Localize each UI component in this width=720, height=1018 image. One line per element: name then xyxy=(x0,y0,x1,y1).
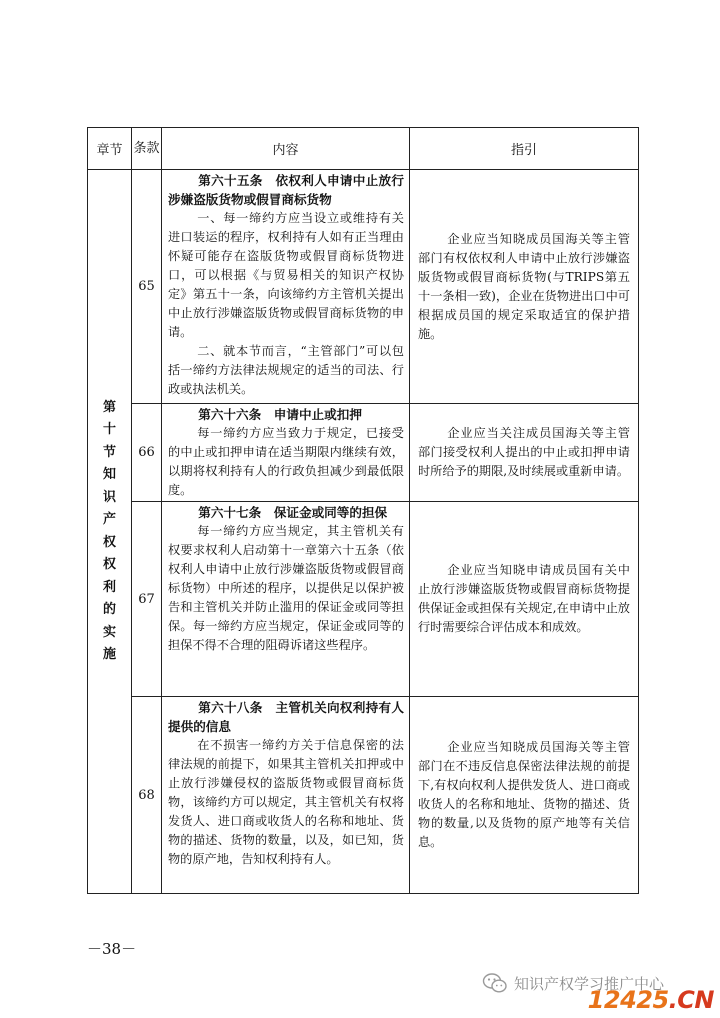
page-number: －38－ xyxy=(87,940,137,958)
article-paragraph: 二、就本节而言，“主管部门”可以包括一缔约方法律法规规定的适当的司法、行政或执法机关。 xyxy=(168,344,404,396)
article-content xyxy=(162,697,410,894)
article-paragraph: 每一缔约方应当致力于规定，已接受的中止或扣押申请在适当期限内继续有效，以期将权利持有人的行政负担减少到最低限度。 xyxy=(168,426,404,497)
article-title: 第六十六条 申请中止或扣押 xyxy=(198,407,362,422)
article-paragraph: 在不损害一缔约方关于信息保密的法律法规的前提下，如果其主管机关扣押或中止放行涉嫌侵权的盗版货物或假冒商标货物，该缔约方可以规定，其主管机关有权将发货人、进口商或收货人的名称和地址、货物的描述、货物的数量，以及，如已知，货物的原产地，告知权利持有人。 xyxy=(168,738,404,866)
article-title: 第六十五条 依权利人申请中止放行涉嫌盗版货物或假冒商标货物 xyxy=(168,173,404,207)
watermark-text: 知识产权学习推广中心 xyxy=(514,974,665,993)
article-paragraph: 每一缔约方应当规定，其主管机关有权要求权利人启动第十一章第六十五条（依权利人申请中止放行涉嫌盗版货物或假冒商标货物）中所述的程序，以提供足以保护被告和主管机关并防止滥用的保证金或同等担保。每一缔约方应当规定，保证金或同等的担保不得不合理的阻碍诉诸这些程序。 xyxy=(168,524,404,652)
guide-text: 企业应当关注成员国海关等主管部门接受权利人提出的中止或扣押申请时所给予的期限,及时续展或重新申请。 xyxy=(418,426,630,478)
logo-suffix: .CN xyxy=(668,986,714,1014)
wechat-icon xyxy=(482,972,508,994)
table-row xyxy=(88,697,639,894)
chapter-cell xyxy=(88,170,132,894)
header-article: 条款 xyxy=(132,128,162,170)
guide-text: 企业应当知晓成员国海关等主管部门有权依权利人申请中止放行涉嫌盗版货物或假冒商标货物(与TRIPS第五十一条相一致)，企业在货物进出口中可根据成员国的规定采取适宜的保护措施。 xyxy=(418,231,630,341)
guide-cell xyxy=(410,502,639,697)
table-header-row xyxy=(88,128,639,170)
regulation-table xyxy=(87,127,639,894)
article-number: 68 xyxy=(132,697,162,894)
article-title: 第六十八条 主管机关向权利持有人提供的信息 xyxy=(168,700,404,734)
guide-cell xyxy=(410,404,639,502)
article-content xyxy=(162,502,410,697)
article-paragraph: 一、每一缔约方应当设立或维持有关进口装运的程序，权利持有人如有正当理由怀疑可能存在盗版货物或假冒商标货物进口，可以根据《与贸易相关的知识产权协定》第五十一条，向该缔约方主管机关提出中止放行涉嫌盗版货物或假冒商标货物的申请。 xyxy=(168,211,404,339)
article-content xyxy=(162,404,410,502)
table-row xyxy=(88,404,639,502)
header-chapter: 章节 xyxy=(88,128,132,170)
article-content xyxy=(162,170,410,404)
logo-digits: 12425 xyxy=(587,986,669,1014)
header-guide: 指引 xyxy=(410,128,639,170)
site-logo xyxy=(588,986,714,1014)
chapter-title: 第十节 知识产权权利的实施 xyxy=(102,399,116,662)
guide-text: 企业应当知晓成员国海关等主管部门在不违反信息保密法律法规的前提下,有权向权利人提供发货人、进口商或收货人的名称和地址、货物的描述、货物的数量,以及货物的原产地等有关信息。 xyxy=(418,740,630,849)
table-row xyxy=(88,502,639,697)
header-content: 内容 xyxy=(162,128,410,170)
guide-cell xyxy=(410,170,639,404)
table-row xyxy=(88,170,639,404)
article-number: 66 xyxy=(132,404,162,502)
article-number: 65 xyxy=(132,170,162,404)
guide-cell xyxy=(410,697,639,894)
article-title: 第六十七条 保证金或同等的担保 xyxy=(198,505,388,520)
guide-text: 企业应当知晓申请成员国有关中止放行涉嫌盗版货物或假冒商标货物提供保证金或担保有关规定,在申请中止放行时需要综合评估成本和成效。 xyxy=(418,563,630,634)
article-number: 67 xyxy=(132,502,162,697)
